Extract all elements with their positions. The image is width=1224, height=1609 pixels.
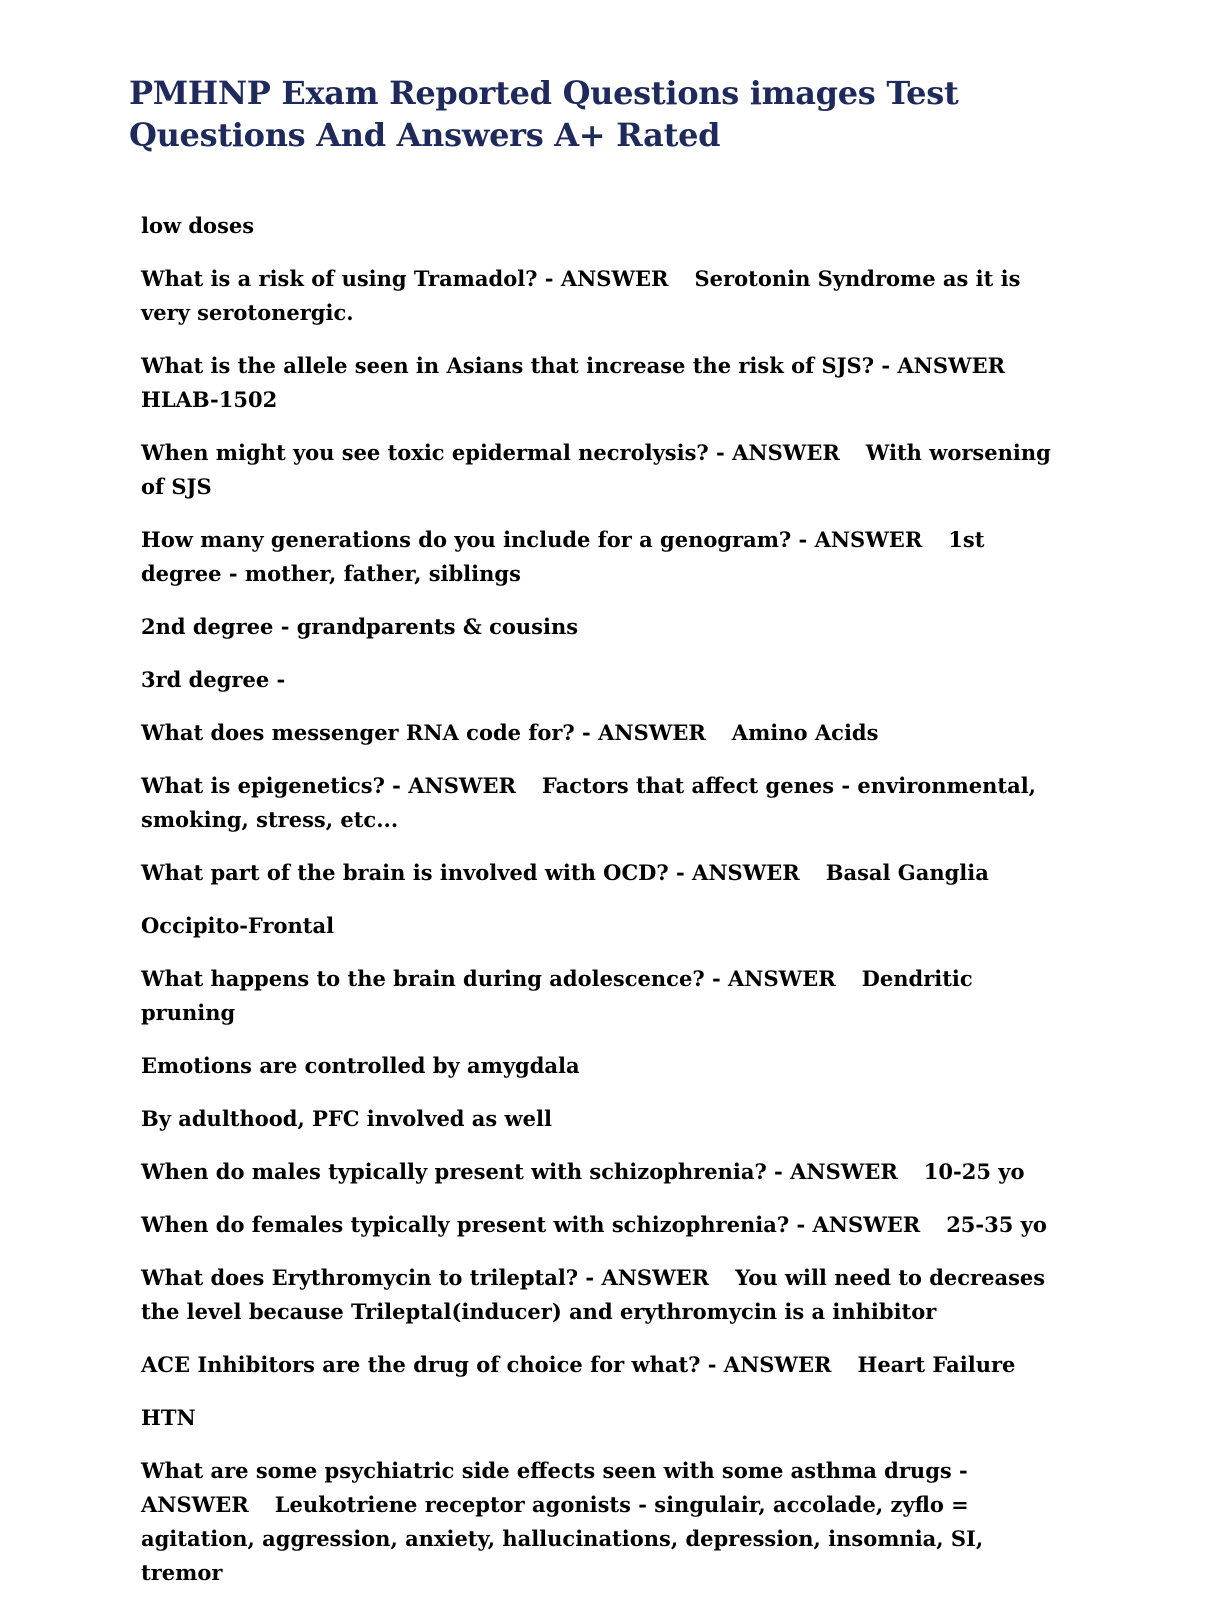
answer-text: You will need to decreases the level because Trileptal(inducer) and erythromycin is a inhibitor	[141, 1265, 1046, 1324]
qa-item	[141, 523, 1061, 591]
document-title: PMHNP Exam Reported Questions images Test Questions And Answers A+ Rated	[129, 74, 959, 154]
question-text: ACE Inhibitors are the drug of choice for what? - ANSWER	[141, 1352, 832, 1377]
question-text: What is the allele seen in Asians that increase the risk of SJS? - ANSWER	[141, 353, 1006, 378]
question-text: What part of the brain is involved with OCD? - ANSWER	[141, 860, 800, 885]
question-text: When do females typically present with schizophrenia? - ANSWER	[141, 1212, 921, 1237]
qa-item	[141, 349, 1061, 417]
qa-item	[141, 1348, 1061, 1382]
qa-item	[141, 716, 1061, 750]
answer-text: Amino Acids	[731, 720, 879, 745]
text-line	[141, 909, 1061, 943]
answer-text: Leukotriene receptor agonists - singulair, accolade, zyflo = agitation, aggression, anxiety, hallucinations, depression, insomnia, SI, tremor	[141, 1492, 984, 1585]
qa-item	[141, 1208, 1061, 1242]
answer-text: HLAB-1502	[141, 387, 278, 412]
answer-text: Basal Ganglia	[825, 860, 989, 885]
qa-item	[141, 262, 1061, 330]
document-body	[141, 209, 1061, 1609]
text-line	[141, 209, 1061, 243]
qa-item	[141, 1454, 1061, 1590]
question-text: What is a risk of using Tramadol? - ANSWER	[141, 266, 669, 291]
qa-item	[141, 1155, 1061, 1189]
answer-text: 1st degree - mother, father, siblings	[141, 527, 985, 586]
question-text: What is epigenetics? - ANSWER	[141, 773, 516, 798]
answer-text: Serotonin Syndrome as it is very serotonergic.	[141, 266, 1021, 325]
question-text: What happens to the brain during adolescence? - ANSWER	[141, 966, 836, 991]
line-text: HTN	[141, 1405, 196, 1430]
qa-item	[141, 436, 1061, 504]
text-line	[141, 663, 1061, 697]
line-text: 2nd degree - grandparents & cousins	[141, 614, 579, 639]
question-text: What are some psychiatric side effects seen with some asthma drugs - ANSWER	[141, 1458, 968, 1517]
qa-item	[141, 769, 1061, 837]
answer-text: 25-35 yo	[946, 1212, 1047, 1237]
line-text: Emotions are controlled by amygdala	[141, 1053, 580, 1078]
qa-item	[141, 962, 1061, 1030]
text-line	[141, 1102, 1061, 1136]
line-text: Occipito-Frontal	[141, 913, 335, 938]
text-line	[141, 1049, 1061, 1083]
answer-text: With worsening of SJS	[141, 440, 1051, 499]
question-text: What does Erythromycin to trileptal? - ANSWER	[141, 1265, 710, 1290]
question-text: How many generations do you include for a genogram? - ANSWER	[141, 527, 923, 552]
qa-item	[141, 1261, 1061, 1329]
question-text: When do males typically present with schizophrenia? - ANSWER	[141, 1159, 898, 1184]
text-line	[141, 1401, 1061, 1435]
line-text: 3rd degree -	[141, 667, 286, 692]
qa-item	[141, 856, 1061, 890]
line-text: low doses	[141, 213, 255, 238]
answer-text: Heart Failure	[857, 1352, 1016, 1377]
line-text: By adulthood, PFC involved as well	[141, 1106, 552, 1131]
text-line	[141, 610, 1061, 644]
answer-text: Dendritic pruning	[141, 966, 973, 1025]
answer-text: Factors that affect genes - environmental, smoking, stress, etc...	[141, 773, 1036, 832]
question-text: When might you see toxic epidermal necrolysis? - ANSWER	[141, 440, 840, 465]
answer-text: 10-25 yo	[923, 1159, 1025, 1184]
question-text: What does messenger RNA code for? - ANSWER	[141, 720, 706, 745]
